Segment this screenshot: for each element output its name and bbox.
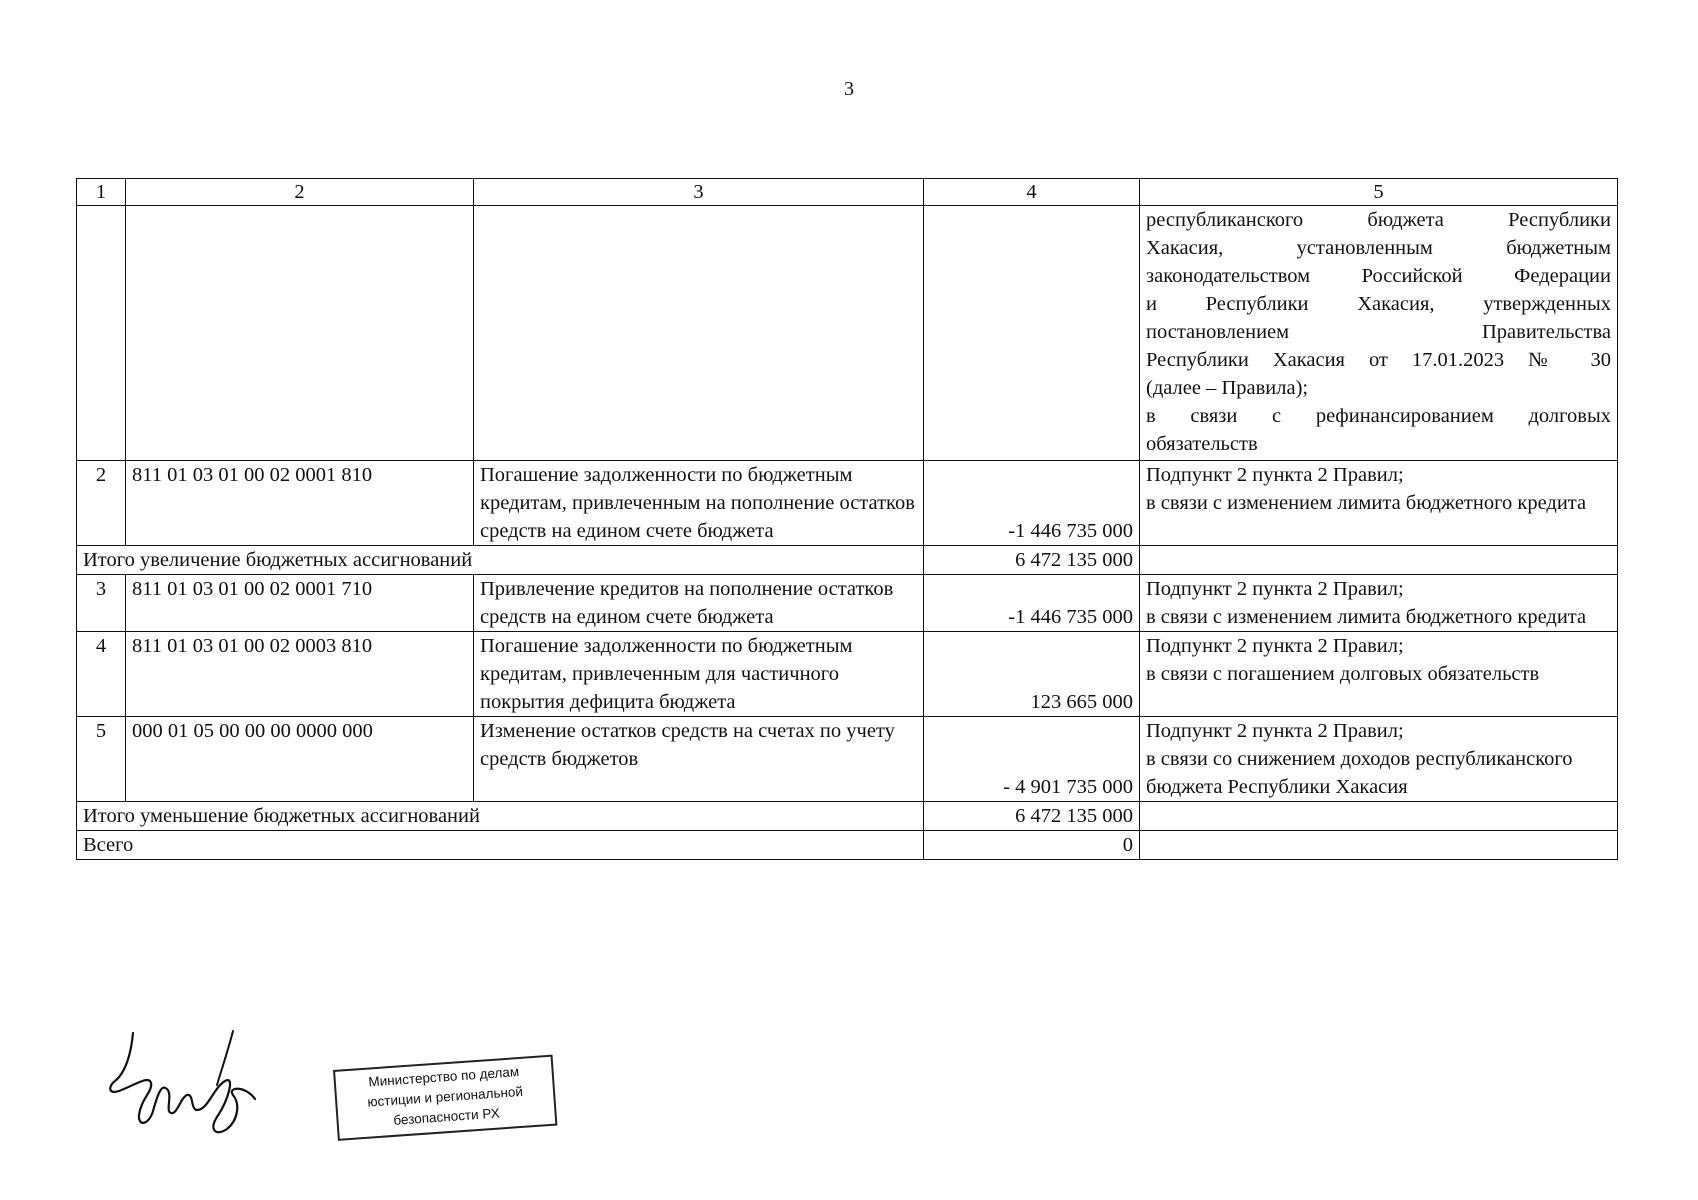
total-increase-amount: 6 472 135 000 xyxy=(924,546,1140,575)
basis-text: Подпункт 2 пункта 2 Правил; xyxy=(1146,578,1404,600)
budget-table xyxy=(76,178,1618,860)
item-name: Погашение задолженности по бюджетным кредитам, привлеченным на пополнение остатков средств на едином счете бюджета xyxy=(474,461,924,546)
row-number: 5 xyxy=(77,717,126,802)
table-row xyxy=(77,575,1618,632)
continuation-line: Республики Хакасия от 17.01.2023 № 30 xyxy=(1146,349,1611,371)
basis-cell xyxy=(1140,575,1618,632)
table-row xyxy=(77,632,1618,717)
row-number: 4 xyxy=(77,632,126,717)
reason-text: в связи с изменением лимита бюджетного кредита xyxy=(1146,606,1587,628)
row-number: 3 xyxy=(77,575,126,632)
amount: -1 446 735 000 xyxy=(924,575,1140,632)
header-col-5: 5 xyxy=(1140,179,1618,206)
continuation-line: (далее – Правила); xyxy=(1146,377,1309,399)
continuation-line: республиканского бюджета Республики xyxy=(1146,209,1611,231)
continuation-line: и Республики Хакасия, утвержденных xyxy=(1146,293,1611,315)
budget-code: 811 01 03 01 00 02 0003 810 xyxy=(126,632,474,717)
table-row xyxy=(77,717,1618,802)
total-decrease-label: Итого уменьшение бюджетных ассигнований xyxy=(77,802,924,831)
item-name: Погашение задолженности по бюджетным кредитам, привлеченным для частичного покрытия дефицита бюджета xyxy=(474,632,924,717)
basis-text: Подпункт 2 пункта 2 Правил; xyxy=(1146,635,1404,657)
continuation-line: Хакасия, установленным бюджетным xyxy=(1146,237,1611,259)
reason-text: в связи с погашением долговых обязательств xyxy=(1146,663,1540,685)
item-name: Привлечение кредитов на пополнение остатков средств на едином счете бюджета xyxy=(474,575,924,632)
basis-cell xyxy=(1140,632,1618,717)
basis-cell xyxy=(1140,461,1618,546)
row-number: 2 xyxy=(77,461,126,546)
stamp-line: безопасности РХ xyxy=(392,1105,501,1128)
amount: -1 446 735 000 xyxy=(924,461,1140,546)
total-decrease-row xyxy=(77,802,1618,831)
total-increase-label: Итого увеличение бюджетных ассигнований xyxy=(77,546,924,575)
item-name: Изменение остатков средств на счетах по учету средств бюджетов xyxy=(474,717,924,802)
header-col-2: 2 xyxy=(126,179,474,206)
table-row-continuation xyxy=(77,206,1618,461)
continuation-text xyxy=(1140,206,1618,461)
amount xyxy=(924,717,1140,802)
page-number: 3 xyxy=(844,78,854,100)
continuation-line: в связи с рефинансированием долговых xyxy=(1146,405,1611,427)
basis-text: Подпункт 2 пункта 2 Правил; xyxy=(1146,464,1404,486)
table-row xyxy=(77,461,1618,546)
total-increase-row xyxy=(77,546,1618,575)
header-col-4: 4 xyxy=(924,179,1140,206)
basis-text: Подпункт 2 пункта 2 Правил; xyxy=(1146,720,1404,742)
basis-cell xyxy=(1140,717,1618,802)
handwritten-signature xyxy=(105,1025,270,1145)
total-decrease-amount: 6 472 135 000 xyxy=(924,802,1140,831)
stamp-line: Министерство по делам xyxy=(367,1064,520,1090)
amount: 123 665 000 xyxy=(924,632,1140,717)
reason-text: в связи с изменением лимита бюджетного кредита xyxy=(1146,492,1587,514)
continuation-line: обязательств xyxy=(1146,433,1258,455)
continuation-line: постановлением Правительства xyxy=(1146,321,1611,343)
grand-total-amount: 0 xyxy=(924,831,1140,860)
budget-code: 811 01 03 01 00 02 0001 710 xyxy=(126,575,474,632)
budget-code: 811 01 03 01 00 02 0001 810 xyxy=(126,461,474,546)
budget-code: 000 01 05 00 00 00 0000 000 xyxy=(126,717,474,802)
reason-text: в связи со снижением доходов республиканского бюджета Республики Хакасия xyxy=(1146,748,1573,798)
continuation-line: законодательством Российской Федерации xyxy=(1146,265,1611,287)
grand-total-row xyxy=(77,831,1618,860)
ministry-stamp xyxy=(333,1055,557,1141)
amount-value: - 4 901 735 000 xyxy=(1003,776,1133,798)
grand-total-label: Всего xyxy=(77,831,924,860)
header-col-1: 1 xyxy=(77,179,126,206)
stamp-line: юстиции и региональной xyxy=(366,1083,524,1110)
header-row xyxy=(77,179,1618,206)
header-col-3: 3 xyxy=(474,179,924,206)
